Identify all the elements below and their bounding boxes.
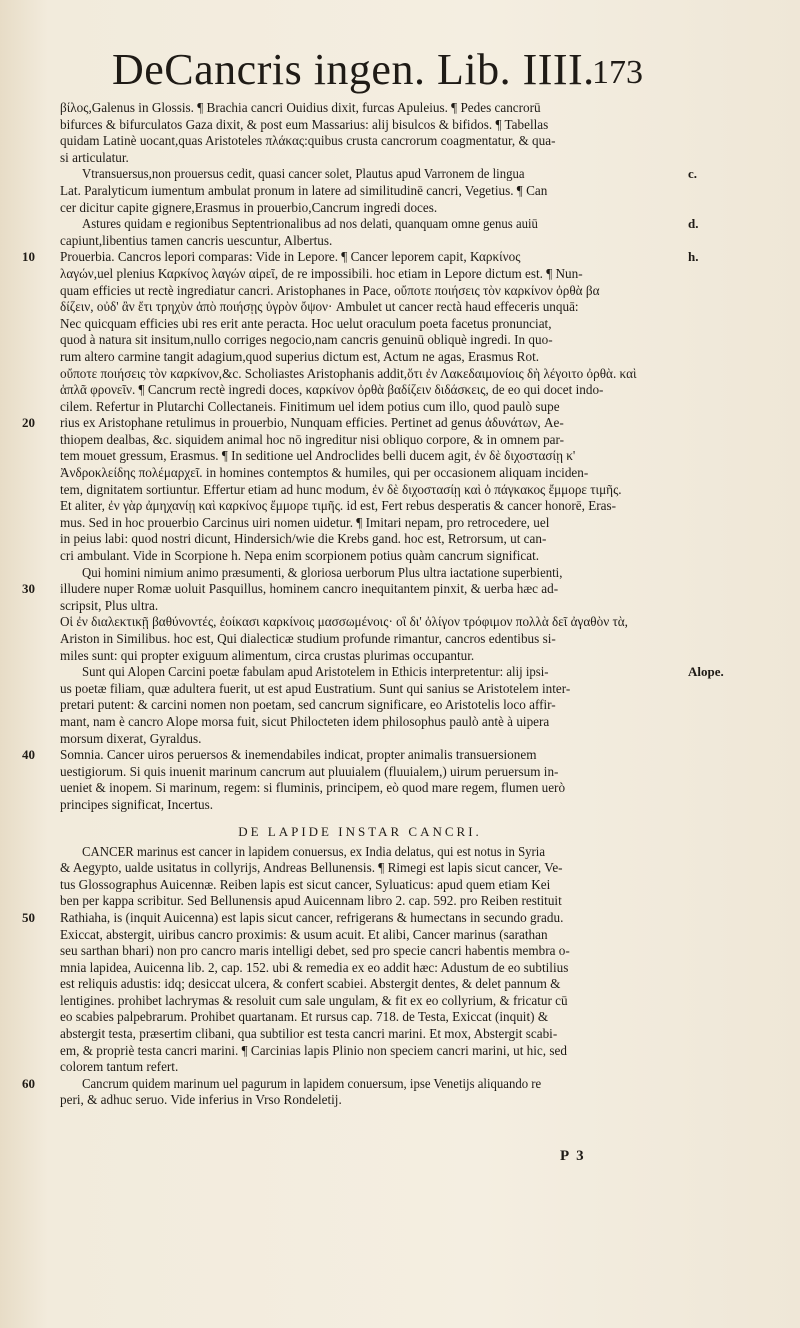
text-line bbox=[22, 200, 778, 217]
line-text: morsum dixerat, Gyraldus. bbox=[60, 730, 202, 746]
text-line bbox=[22, 614, 778, 631]
text-line bbox=[22, 747, 778, 764]
folio-number: 173 bbox=[592, 54, 643, 91]
line-text: tem, dignitatem sortiuntur. Effertur etiam ad hunc modum, ἐν δὲ διχοστασίῃ καὶ ὁ πάγκακος ἔμμορε τιμῆς. bbox=[60, 481, 622, 497]
line-text: mus. Sed in hoc prouerbio Carcinus uiri nomen uidetur. ¶ Imitari nepam, pro retrocedere, uel bbox=[60, 514, 550, 530]
line-text: Sunt qui Alopen Carcini poetæ fabulam apud Aristotelem in Ethicis interpretentur: alij ipsi- bbox=[82, 664, 549, 680]
line-number: 40 bbox=[22, 747, 35, 763]
text-line bbox=[22, 976, 778, 993]
line-text: ben per kappa scribitur. Sed Bellunensis apud Auicennam libro 2. cap. 592. pro Reiben restituit bbox=[60, 893, 562, 909]
text-line bbox=[22, 133, 778, 150]
text-line bbox=[22, 581, 778, 598]
line-text: rum altero carmine tangit adagium,quod superius dictum est, Actum ne agas, Erasmus Rot. bbox=[60, 348, 540, 364]
running-head: DeCancris ingen. Lib. IIII. bbox=[112, 45, 595, 94]
line-text: Exiccat, abstergit, uiribus cancro proximis: & usum acuit. Et alibi, Cancer marinus (sarathan bbox=[60, 926, 548, 942]
line-text: ἁπλᾶ φρονεῖν. ¶ Cancrum rectè ingredi doces, καρκίνον ὀρθὰ βαδίζειν διδάσκεις, de eo qui docet indo- bbox=[60, 382, 604, 398]
line-text: miles sunt: qui propter exiguum alimentum, circa crustas plurimas occupantur. bbox=[60, 647, 475, 663]
text-line bbox=[22, 565, 778, 582]
line-text: ueniet & inopem. Si marinum, regem: si fluminis, principem, eò quod mare regem, flumen uerò bbox=[60, 780, 566, 796]
line-text: est reliquis adustis: idq; desiccat ulcera, & confert scabiei. Abstergit dentes, & delet pannum & bbox=[60, 976, 561, 992]
line-text: quidam Latinè uocant,quas Aristoteles πλάκας:quibus crusta cancrorum coagmentatur, & qua- bbox=[60, 133, 556, 149]
text-line bbox=[22, 993, 778, 1010]
text-line bbox=[22, 1059, 778, 1076]
line-text: cri ambulant. Vide in Scorpione h. Nepa enim scorpionem potius quàm cancrum significat. bbox=[60, 548, 540, 564]
text-line bbox=[22, 382, 778, 399]
text-line bbox=[22, 797, 778, 814]
line-text: Nec quicquam efficies ubi res erit ante peracta. Hoc uelut oraculum poeta facetus pronunciat, bbox=[60, 315, 552, 331]
text-line bbox=[22, 100, 778, 117]
line-text: Prouerbia. Cancros lepori comparas: Vide in Lepore. ¶ Cancer leporem capit, Καρκίνος bbox=[60, 249, 521, 265]
text-line bbox=[22, 515, 778, 532]
text-line bbox=[22, 266, 778, 283]
line-number: 10 bbox=[22, 249, 35, 265]
text-line bbox=[22, 332, 778, 349]
page-header bbox=[0, 44, 800, 104]
line-text: Somnia. Cancer uiros peruersos & inemendabiles indicat, propter animalis transuersionem bbox=[60, 747, 537, 763]
line-text: cer dicitur capite gignere,Erasmus in prouerbio,Cancrum ingredi doces. bbox=[60, 199, 438, 215]
line-text: colorem tantum refert. bbox=[60, 1059, 179, 1075]
line-text: mnia lapidea, Auicenna lib. 2, cap. 152. ubi & remedia ex eo addit hæc: Adustum de eo subtilius bbox=[60, 959, 569, 975]
line-text: scripsit, Plus ultra. bbox=[60, 597, 159, 613]
line-text: us poetæ filiam, quæ adultera fuerit, ut est apud Eustratium. Sunt qui sanius se Aristotelem inter- bbox=[60, 680, 571, 696]
text-line bbox=[22, 548, 778, 565]
text-line bbox=[22, 349, 778, 366]
line-number: 50 bbox=[22, 909, 35, 925]
line-number: 30 bbox=[22, 581, 35, 597]
text-line bbox=[22, 681, 778, 698]
text-line bbox=[22, 844, 778, 861]
text-line bbox=[22, 960, 778, 977]
line-text: em, & propriè testa cancri marini. ¶ Carcinias lapis Plinio non speciem cancri marini, ut hic, sed bbox=[60, 1042, 567, 1058]
line-text: Astures quidam e regionibus Septentrionalibus ad nos delati, quanquam omne genus auiū bbox=[82, 216, 538, 232]
text-line bbox=[22, 893, 778, 910]
line-text: quod à natura sit insitum,nullo corriges negocio,nam cancris genuinū obliquè ingredi. In quo- bbox=[60, 332, 553, 348]
line-text: illudere nuper Romæ uoluit Pasquillus, hominem cancro inequitantem pinxit, & uerba hæc ad- bbox=[60, 581, 559, 597]
text-line bbox=[22, 448, 778, 465]
line-text: βίλος,Galenus in Glossis. ¶ Brachia cancri Ouidius dixit, furcas Apuleius. ¶ Pedes cancrorū bbox=[60, 100, 541, 115]
section-heading bbox=[22, 820, 778, 844]
text-line bbox=[22, 249, 778, 266]
line-text: pretari putent: & carcini nomen non poetam, sed cancrum significare, eo Aristotelis loco affir- bbox=[60, 697, 556, 713]
margin-note: d. bbox=[688, 216, 699, 232]
line-text: tus Glossographus Auicennæ. Reiben lapis est sicut cancer, Syluaticus: apud quem etiam Kei bbox=[60, 876, 551, 892]
text-line bbox=[22, 697, 778, 714]
text-line bbox=[22, 714, 778, 731]
text-block bbox=[22, 100, 778, 1109]
text-line bbox=[22, 1092, 778, 1109]
text-line bbox=[22, 183, 778, 200]
line-text: Rathiaha, is (inquit Auicenna) est lapis sicut cancer, refrigerans & humectans in secundo gradu. bbox=[60, 909, 564, 925]
text-line bbox=[22, 233, 778, 250]
text-line bbox=[22, 283, 778, 300]
text-line bbox=[22, 150, 778, 167]
text-line bbox=[22, 1076, 778, 1093]
text-line bbox=[22, 764, 778, 781]
line-text: lentigines. prohibet lachrymas & resoluit cum sale ungulam, & fit ex eo collyrium, & fricatur cū bbox=[60, 992, 568, 1008]
text-line bbox=[22, 877, 778, 894]
section-heading-text: DE LAPIDE INSTAR CANCRI. bbox=[238, 823, 482, 839]
margin-note: h. bbox=[688, 249, 699, 265]
signature-mark: P 3 bbox=[560, 1148, 586, 1164]
text-line bbox=[22, 927, 778, 944]
line-text: eo scabies palpebrarum. Prohibet quartanam. Et rursus cap. 718. de Testa, Exiccat (inquit) & bbox=[60, 1009, 549, 1025]
text-line bbox=[22, 531, 778, 548]
text-line bbox=[22, 316, 778, 333]
line-text: CANCER marinus est cancer in lapidem conuersus, ex India delatus, qui est notus in Syria bbox=[82, 843, 546, 859]
line-text: peri, & adhuc seruo. Vide inferius in Vrso Rondeletij. bbox=[60, 1092, 342, 1108]
margin-note: Alope. bbox=[688, 664, 724, 680]
text-line bbox=[22, 399, 778, 416]
line-text: bifurces & bifurculatos Gaza dixit, & post eum Massarius: alij bisulcos & bifidos. ¶ Tabellas bbox=[60, 116, 549, 132]
text-line bbox=[22, 498, 778, 515]
text-line bbox=[22, 1009, 778, 1026]
text-line bbox=[22, 860, 778, 877]
line-text: rius ex Aristophane retulimus in prouerbio, Nunquam efficies. Pertinet ad genus ἀδυνάτων, Ae- bbox=[60, 415, 564, 431]
margin-note: c. bbox=[688, 166, 698, 182]
line-text: & Aegypto, ualde usitatus in collyrijs, Andreas Bellunensis. ¶ Rimegi est lapis sicut cancer, Ve- bbox=[60, 860, 563, 876]
text-line bbox=[22, 216, 778, 233]
line-text: Qui homini nimium animo præsumenti, & gloriosa uerborum Plus ultra iactatione superbienti, bbox=[82, 564, 563, 580]
line-text: abstergit testa, præsertim clibani, qua subtilior est testa cancri marini. Et mox, Abstergit scabi- bbox=[60, 1026, 558, 1042]
text-line bbox=[22, 465, 778, 482]
line-text: Et aliter, ἐν γὰρ ἀμηχανίῃ καὶ καρκίνος ἔμμορε τιμῆς. id est, Fert rebus desperatis & cancer honorē, Eras- bbox=[60, 498, 617, 514]
line-text: Ariston in Similibus. hoc est, Qui dialecticæ studium profunde rimantur, cancros edentibus si- bbox=[60, 631, 556, 646]
text-line bbox=[22, 415, 778, 432]
line-text: in peius labi: quod nostri dicunt, Hindersich/wie die Krebs gand. hoc est, Retrorsum, ut can- bbox=[60, 531, 547, 547]
text-line bbox=[22, 432, 778, 449]
line-text: οὔποτε ποιήσεις τὸν καρκίνον,&c. Scholiastes Aristophanis addit,ὅτι ἐν Λακεδαιμονίοις δὴ λέγοιτο ὀρθὰ. καὶ bbox=[60, 365, 637, 381]
line-text: thiopem dealbas, &c. siquidem animal hoc nō ingreditur nisi obliquo corpore, & in omnem par- bbox=[60, 431, 565, 447]
text-line bbox=[22, 117, 778, 134]
text-line bbox=[22, 731, 778, 748]
text-line bbox=[22, 664, 778, 681]
line-text: Οἱ ἐν διαλεκτικῇ βαθύνοντές, ἐοίκασι καρκίνοις μασσωμένοις· οἳ δι' ὀλίγον τρόφιμον πολλὰ δεῖ ἀγαθὸν τὰ, bbox=[60, 614, 628, 630]
text-line bbox=[22, 910, 778, 927]
text-line bbox=[22, 943, 778, 960]
text-line bbox=[22, 1026, 778, 1043]
text-line bbox=[22, 631, 778, 648]
line-text: Cancrum quidem marinum uel pagurum in lapidem conuersum, ipse Venetijs aliquando re bbox=[82, 1075, 542, 1091]
line-text: capiunt,libentius tamen cancris uescuntur, Albertus. bbox=[60, 232, 333, 248]
line-text: Vtransuersus,non prouersus cedit, quasi cancer solet, Plautus apud Varronem de lingua bbox=[82, 166, 525, 182]
line-text: principes significat, Incertus. bbox=[60, 796, 214, 812]
line-text: uestigiorum. Si quis inuenit marinum cancrum aut pluuialem (fluuialem,) uirum peruersum in- bbox=[60, 763, 559, 779]
text-line bbox=[22, 598, 778, 615]
line-text: λαγών,uel plenius Καρκίνος λαγών αἱρεῖ, de re impossibili. hoc etiam in Lepore dictum est. ¶ Nun- bbox=[60, 265, 583, 281]
line-text: Ἀνδροκλείδης πολέμαρχεῖ. in homines contemptos & humiles, qui per occasionem aliquam inciden- bbox=[60, 465, 589, 481]
line-text: seu sarthan bhari) non pro cancro maris intelligi debet, sed pro specie cancri habentis membra o- bbox=[60, 943, 570, 959]
text-line bbox=[22, 366, 778, 383]
line-text: δίζειν, οὐδ' ἂν ἔτι τρηχὺν ἀπὸ ποιήσῃς ὑγρὸν ὄψον· Ambulet ut cancer rectà haud effeceris unquā: bbox=[60, 299, 579, 315]
line-text: si articulatur. bbox=[60, 149, 129, 165]
line-text: tem mouet gressum, Erasmus. ¶ In seditione uel Androclides belli ducem agit, ἐν δὲ διχοστασίῃ κ' bbox=[60, 448, 576, 464]
text-line bbox=[22, 482, 778, 499]
line-text: mant, nam è cancro Alope morsa fuit, sicut Philocteten idem philosophus paulò antè à uipera bbox=[60, 713, 550, 729]
text-line bbox=[22, 1043, 778, 1060]
line-number: 20 bbox=[22, 415, 35, 431]
text-line bbox=[22, 299, 778, 316]
line-text: quam efficies ut rectè ingrediatur cancri. Aristophanes in Pace, οὔποτε ποιήσεις τὸν καρκίνον ὀρθὰ βα bbox=[60, 282, 600, 298]
line-text: Lat. Paralyticum iumentum ambulat pronum in latere ad similitudinē cancri, Vegetius. ¶ Can bbox=[60, 182, 548, 198]
line-number: 60 bbox=[22, 1075, 35, 1091]
text-line bbox=[22, 166, 778, 183]
text-line bbox=[22, 648, 778, 665]
line-text: cilem. Refertur in Plutarchi Collectaneis. Finitimum uel idem potius cum illo, quod paulò supe bbox=[60, 398, 560, 414]
text-line bbox=[22, 780, 778, 797]
